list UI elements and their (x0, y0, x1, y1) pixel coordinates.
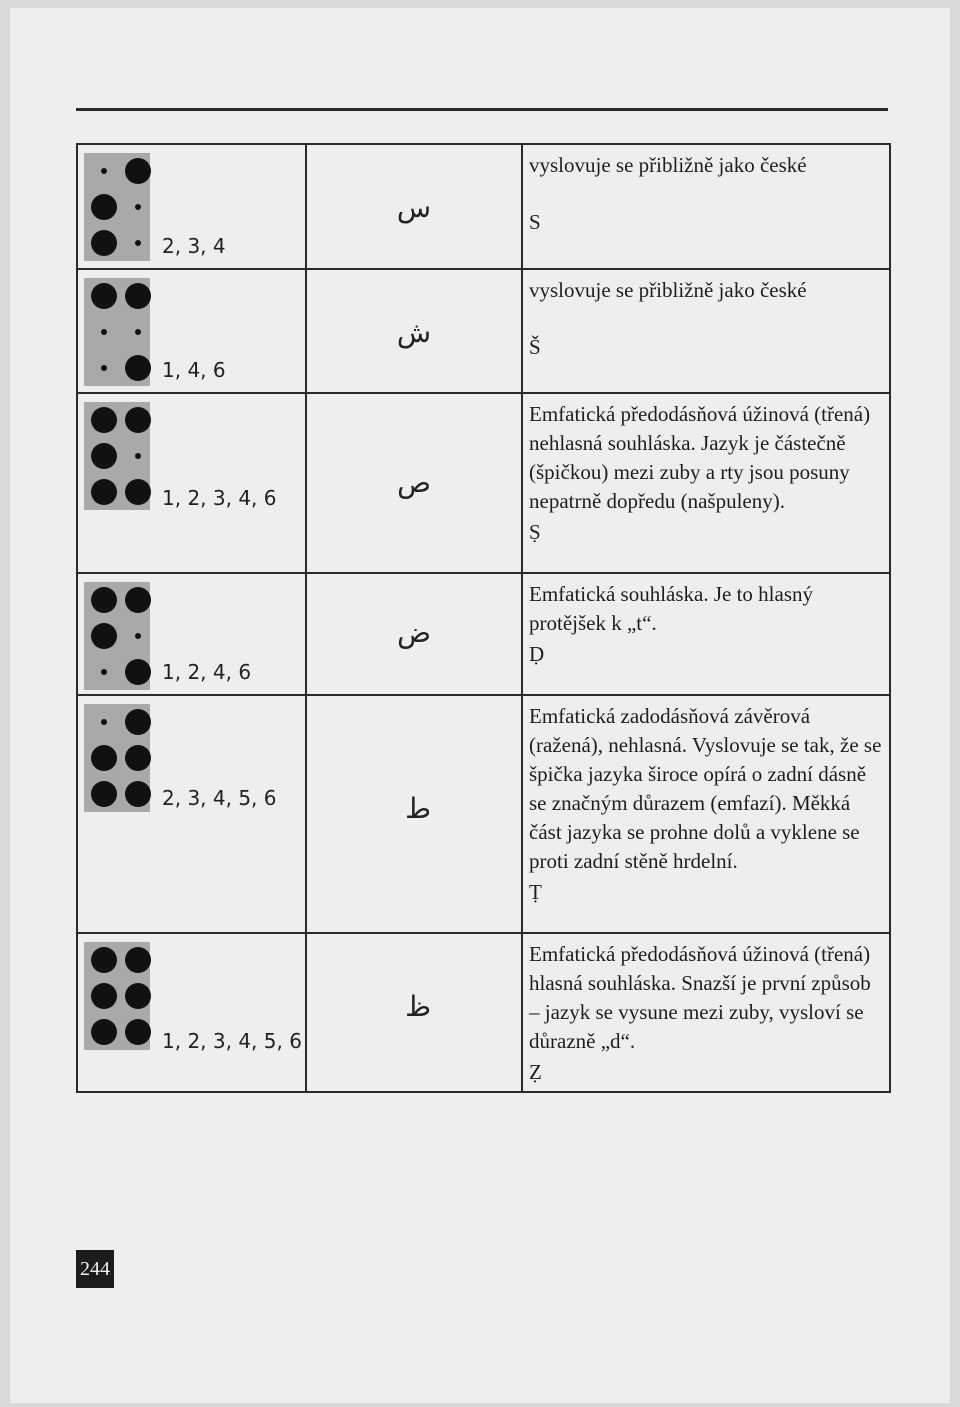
table-row (77, 393, 890, 573)
description-text: vyslovuje se přibližně jako české (529, 278, 807, 302)
braille-dot-flat (101, 669, 107, 675)
braille-dot-flat (101, 719, 107, 725)
braille-dots-label: 1, 2, 4, 6 (162, 660, 252, 684)
braille-cell (77, 695, 306, 933)
braille-dot-raised (91, 443, 117, 469)
braille-dot-raised (125, 659, 151, 685)
braille-dot-raised (91, 194, 117, 220)
transliteration: Š (529, 335, 541, 359)
braille-dots-label: 1, 2, 3, 4, 5, 6 (162, 1029, 302, 1053)
braille-cell (77, 269, 306, 393)
braille-dot-raised (91, 230, 117, 256)
arabic-letter: س (396, 191, 431, 224)
arabic-letter-cell (306, 933, 522, 1092)
braille-dot-raised (91, 479, 117, 505)
table-row (77, 573, 890, 695)
braille-cell (77, 933, 306, 1092)
braille-dot-flat (101, 168, 107, 174)
braille-dot-raised (125, 745, 151, 771)
braille-dot-raised (125, 158, 151, 184)
description-text: Emfatická zadodásňová závěrová (ražená), nehlasná. Vyslovuje se tak, že se špička jazyka široce opírá o zadní dásně se značným důrazem (emfazí). Měkká část jazyka se prohne dolů a vyklene se proti zadní stěně hrdelní. (529, 704, 882, 873)
braille-dot-raised (91, 781, 117, 807)
arabic-letter: ش (396, 316, 431, 349)
braille-dots-label: 1, 4, 6 (162, 358, 226, 382)
braille-dot-raised (125, 479, 151, 505)
arabic-letter-cell (306, 393, 522, 573)
page-number: 244 (76, 1250, 114, 1288)
description-cell (522, 393, 890, 573)
arabic-letter: ض (397, 616, 431, 649)
braille-dot-raised (125, 587, 151, 613)
braille-dots-label: 1, 2, 3, 4, 6 (162, 486, 277, 510)
braille-dot-raised (91, 1019, 117, 1045)
braille-pattern (84, 153, 150, 261)
braille-dot-flat (135, 453, 141, 459)
braille-cell (77, 144, 306, 269)
braille-dot-flat (135, 633, 141, 639)
braille-pattern (84, 942, 150, 1050)
braille-pattern (84, 278, 150, 386)
braille-dot-raised (91, 745, 117, 771)
transliteration: S (529, 210, 541, 234)
braille-dot-flat (135, 204, 141, 210)
braille-pattern (84, 582, 150, 690)
braille-dot-raised (125, 709, 151, 735)
braille-dot-raised (91, 407, 117, 433)
arabic-letter-cell (306, 573, 522, 695)
braille-dot-raised (125, 1019, 151, 1045)
braille-dot-flat (101, 365, 107, 371)
braille-dot-flat (135, 329, 141, 335)
transliteration: Ẓ (529, 1060, 542, 1084)
arabic-letter-cell (306, 144, 522, 269)
braille-dot-raised (125, 947, 151, 973)
braille-dot-raised (91, 947, 117, 973)
description-text: Emfatická souhláska. Je to hlasný protějšek k „t“. (529, 582, 814, 635)
description-cell (522, 933, 890, 1092)
description-text: Emfatická předodásňová úžinová (třená) hlasná souhláska. Snazší je první způsob – jazyk se vysune mezi zuby, vysloví se důrazně „d“. (529, 942, 871, 1053)
braille-cell (77, 573, 306, 695)
braille-dot-raised (91, 283, 117, 309)
description-cell (522, 573, 890, 695)
transliteration: Ḍ (529, 642, 545, 666)
braille-dot-flat (135, 240, 141, 246)
table-row (77, 695, 890, 933)
braille-dots-label: 2, 3, 4 (162, 234, 226, 258)
braille-dot-raised (125, 355, 151, 381)
braille-dot-raised (91, 623, 117, 649)
braille-cell (77, 393, 306, 573)
transliteration: Ṣ (529, 520, 541, 544)
braille-dot-raised (125, 407, 151, 433)
arabic-letter: ص (397, 466, 431, 499)
header-rule (76, 108, 888, 111)
arabic-letter: ط (405, 792, 431, 825)
arabic-letter: ظ (405, 990, 431, 1023)
table-row (77, 144, 890, 269)
braille-dot-raised (125, 983, 151, 1009)
braille-letter-table (76, 143, 891, 1093)
braille-dot-raised (91, 587, 117, 613)
braille-dot-flat (101, 329, 107, 335)
braille-pattern (84, 704, 150, 812)
braille-dot-raised (125, 781, 151, 807)
description-cell (522, 269, 890, 393)
braille-dot-raised (91, 983, 117, 1009)
braille-pattern (84, 402, 150, 510)
description-text: Emfatická předodásňová úžinová (třená) nehlasná souhláska. Jazyk je částečně (špičkou) mezi zuby a rty jsou posuny nepatrně dopředu (našpuleny). (529, 402, 871, 513)
description-cell (522, 695, 890, 933)
table-row (77, 933, 890, 1092)
description-text: vyslovuje se přibližně jako české (529, 153, 807, 177)
braille-dots-label: 2, 3, 4, 5, 6 (162, 786, 277, 810)
description-cell (522, 144, 890, 269)
arabic-letter-cell (306, 695, 522, 933)
transliteration: Ṭ (529, 880, 542, 904)
table-row (77, 269, 890, 393)
braille-dot-raised (125, 283, 151, 309)
arabic-letter-cell (306, 269, 522, 393)
